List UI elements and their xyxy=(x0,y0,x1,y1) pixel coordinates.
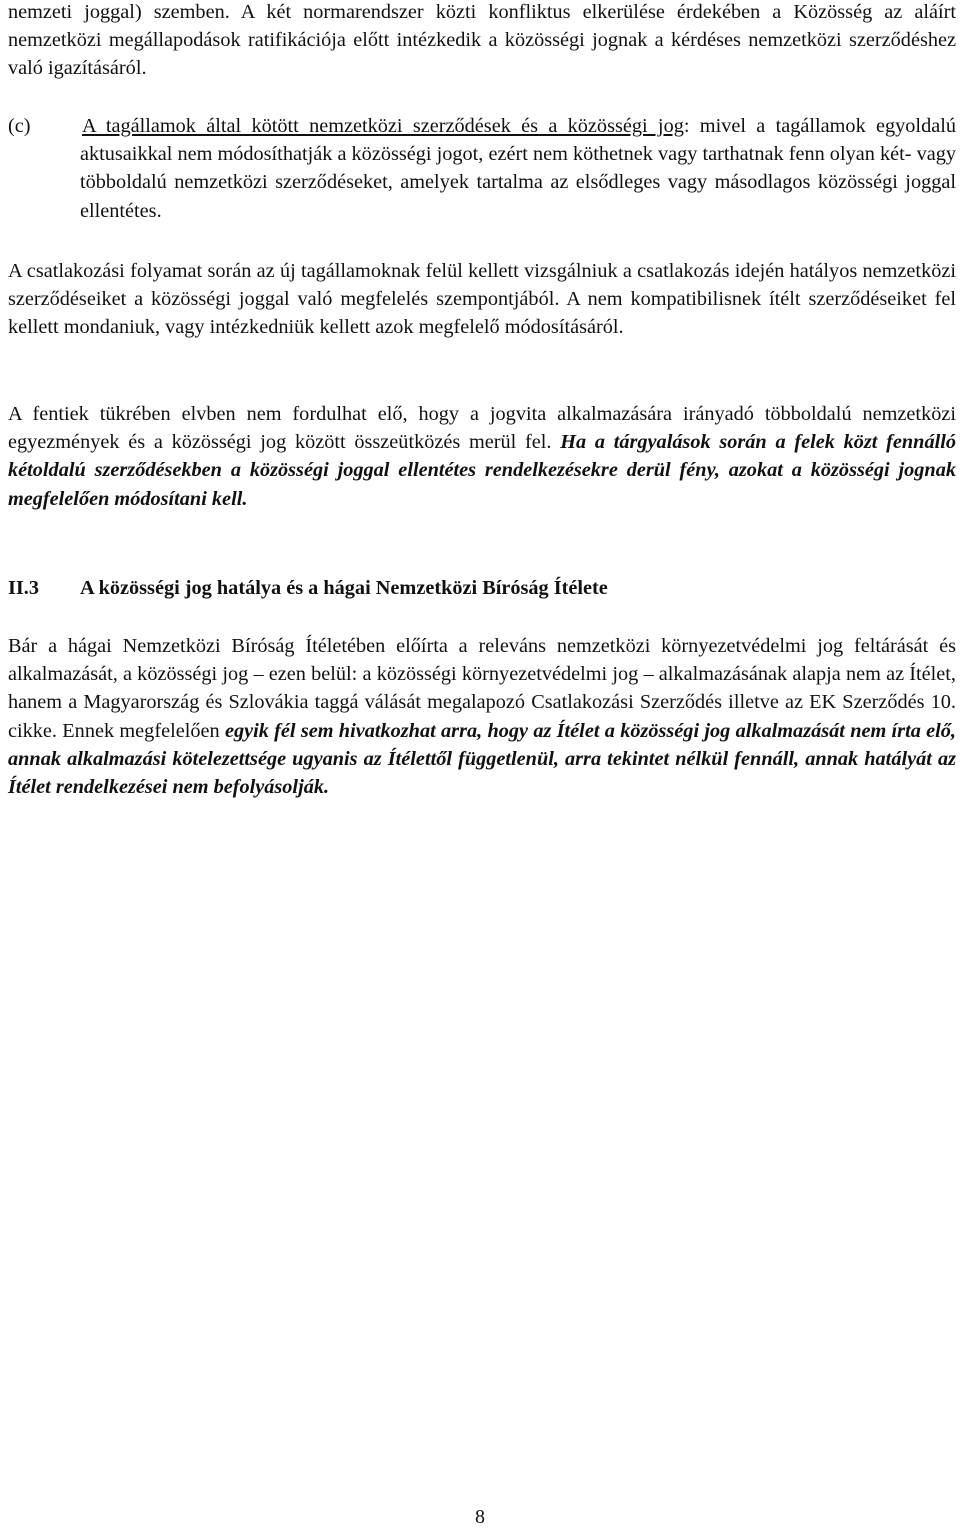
list-item-c-label: (c) xyxy=(8,115,31,137)
paragraph-intro xyxy=(8,0,956,83)
list-item-c-title: A tagállamok által kötött nemzetközi szerződések és a közösségi jog xyxy=(82,115,684,137)
list-item-c xyxy=(8,112,956,225)
paragraph-bar-text: Bár a hágai Nemzetközi Bíróság Ítéletében előírta a releváns nemzetközi környezetvédelmi jog feltárását és alkalmazását, a közösségi jog – ezen belül: a közösségi környezetvédelmi jog – alkalmazásának alapja nem az Ítélet, hanem a Magyarország és Szlovákia taggá válását megalapozó Csatlakozási Szerződés illetve az EK Szerződés 10. cikke. Ennek megfelelően xyxy=(8,635,956,742)
paragraph-fentiek-text: A fentiek tükrében elvben nem fordulhat elő, hogy a jogvita alkalmazására irányadó többoldalú nemzetközi egyezmények és a közösségi jog között összeütközés merül fel. xyxy=(8,403,956,454)
paragraph-intro-text: nemzeti joggal) szemben. A két normarendszer közti konfliktus elkerülése érdekében a Közösség az aláírt nemzetközi megállapodások ratifikációja előtt intézkedik a közösségi jognak a kérdéses nemzetközi szerződéshez való igazításáról. xyxy=(8,1,956,80)
paragraph-fentiek-emphasis: Ha a tárgyalások során a felek közt fennálló kétoldalú szerződésekben a közösségi joggal ellentétes rendelkezésekre derül fény, azokat a közösségi jognak megfelelően módosítani kell. xyxy=(8,431,956,510)
section-title: A közösségi jog hatálya és a hágai Nemzetközi Bíróság Ítélete xyxy=(80,577,608,599)
section-heading xyxy=(8,574,956,602)
list-item-c-paragraph xyxy=(8,112,956,225)
paragraph-fentiek xyxy=(8,400,956,513)
section-number: II.3 xyxy=(8,577,39,599)
paragraph-bar xyxy=(8,632,956,801)
list-item-c-text: : mivel a tagállamok egyoldalú aktusaikkal nem módosíthatják a közösségi jogot, ezért nem köthetnek vagy tarthatnak fenn olyan két- vagy többoldalú nemzetközi szerződéseket, amelyek tartalma az elsődleges vagy másodlagos közösségi joggal ellentétes. xyxy=(80,115,956,222)
paragraph-bar-emphasis: egyik fél sem hivatkozhat arra, hogy az Ítélet a közösségi jog alkalmazását nem írta elő, annak alkalmazási kötelezettsége ugyanis az Ítélettől függetlenül, arra tekintet nélkül fennáll, annak hatályát az Ítélet rendelkezései nem befolyásolják. xyxy=(8,719,956,799)
paragraph-csatlakozas-text: A csatlakozási folyamat során az új tagállamoknak felül kellett vizsgálniuk a csatlakozás idején hatályos nemzetközi szerződéseiket a közösségi joggal való megfelelés szempontjából. A nem kompatibilisnek ítélt szerződéseiket fel kellett mondaniuk, vagy intézkedniük kellett azok megfelelő módosításáról. xyxy=(8,260,956,339)
page-number: 8 xyxy=(475,1506,485,1528)
paragraph-csatlakozas xyxy=(8,257,956,342)
